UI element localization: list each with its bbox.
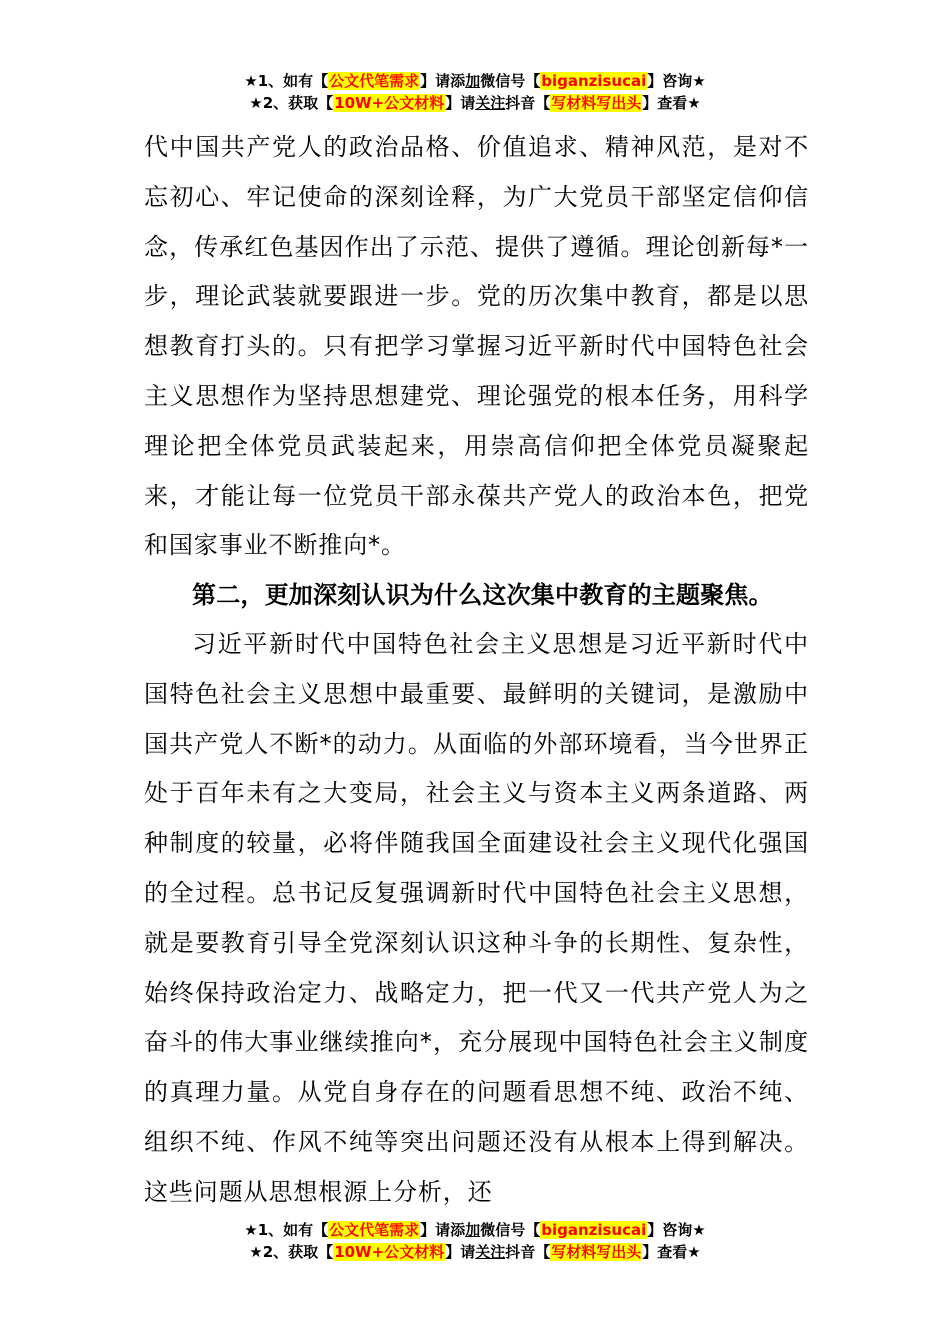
section-heading-2: 第二，更加深刻认识为什么这次集中教育的主题聚焦。 (192, 581, 773, 609)
banner-text: ★2、获取【 (249, 1243, 334, 1261)
paragraph-1: 代中国共产党人的政治品格、价值追求、精神风范，是对不忘初心、牢记使命的深刻诠释，为广大党员干部坚定信仰信念，传承红色基因作出了示范、提供了遵循。理论创新每*一步，理论武装就要跟进一步。党的历次集中教育，都是以思想教育打头的。只有把学习掌握习近平新时代中国特色社会主义思想作为坚持思想建党、理论强党的根本任务，用科学理论把全体党员武装起来，用崇高信仰把全体党员凝聚起来，才能让每一位党员干部永葆共产党人的政治本色，把党和国家事业不断推向*。 (144, 133, 809, 560)
highlight-wechat-id: biganzisucai (541, 72, 647, 90)
banner-underlined: 加 (465, 72, 481, 90)
banner-line-1 (0, 1219, 950, 1241)
banner-text: 微信号【 (480, 72, 541, 90)
banner-text: 】请添 (420, 72, 466, 90)
banner-underlined: 关注 (475, 94, 506, 112)
banner-line-1 (0, 70, 950, 92)
highlight-service: 公文代笔需求 (329, 1221, 420, 1239)
banner-text: 】请 (445, 94, 476, 112)
highlight-wechat-id: biganzisucai (541, 1221, 647, 1239)
banner-text: ★1、如有【 (244, 72, 329, 90)
banner-text: 】查看★ (642, 94, 701, 112)
banner-text: 抖音【 (505, 1243, 551, 1261)
highlight-materials: 10W+公文材料 (334, 94, 445, 112)
banner-line-2 (0, 1241, 950, 1263)
banner-text: ★1、如有【 (244, 1221, 329, 1239)
bottom-banner (0, 1219, 950, 1263)
highlight-douyin: 写材料写出头 (551, 94, 642, 112)
highlight-materials: 10W+公文材料 (334, 1243, 445, 1261)
highlight-service: 公文代笔需求 (329, 72, 420, 90)
banner-text: 】查看★ (642, 1243, 701, 1261)
top-banner (0, 70, 950, 114)
banner-line-2 (0, 92, 950, 114)
banner-text: ★2、获取【 (249, 94, 334, 112)
banner-text: 】请 (445, 1243, 476, 1261)
highlight-douyin: 写材料写出头 (551, 1243, 642, 1261)
banner-text: 】咨询★ (647, 1221, 706, 1239)
paragraph-2: 习近平新时代中国特色社会主义思想是习近平新时代中国特色社会主义思想中最重要、最鲜明的关键词，是激励中国共产党人不断*的动力。从面临的外部环境看，当今世界正处于百年未有之大变局，社会主义与资本主义两条道路、两种制度的较量，必将伴随我国全面建设社会主义现代化强国的全过程。总书记反复强调新时代中国特色社会主义思想，就是要教育引导全党深刻认识这种斗争的长期性、复杂性，始终保持政治定力、战略定力，把一代又一代共产党人为之奋斗的伟大事业继续推向*，充分展现中国特色社会主义制度的真理力量。从党自身存在的问题看思想不纯、政治不纯、组织不纯、作风不纯等突出问题还没有从根本上得到解决。这些问题从思想根源上分析，还 (144, 630, 809, 1206)
banner-underlined: 关注 (475, 1243, 506, 1261)
banner-text: 】请添 (420, 1221, 466, 1239)
banner-text: 微信号【 (480, 1221, 541, 1239)
banner-text: 】咨询★ (647, 72, 706, 90)
banner-text: 抖音【 (505, 94, 551, 112)
banner-underlined: 加 (465, 1221, 481, 1239)
